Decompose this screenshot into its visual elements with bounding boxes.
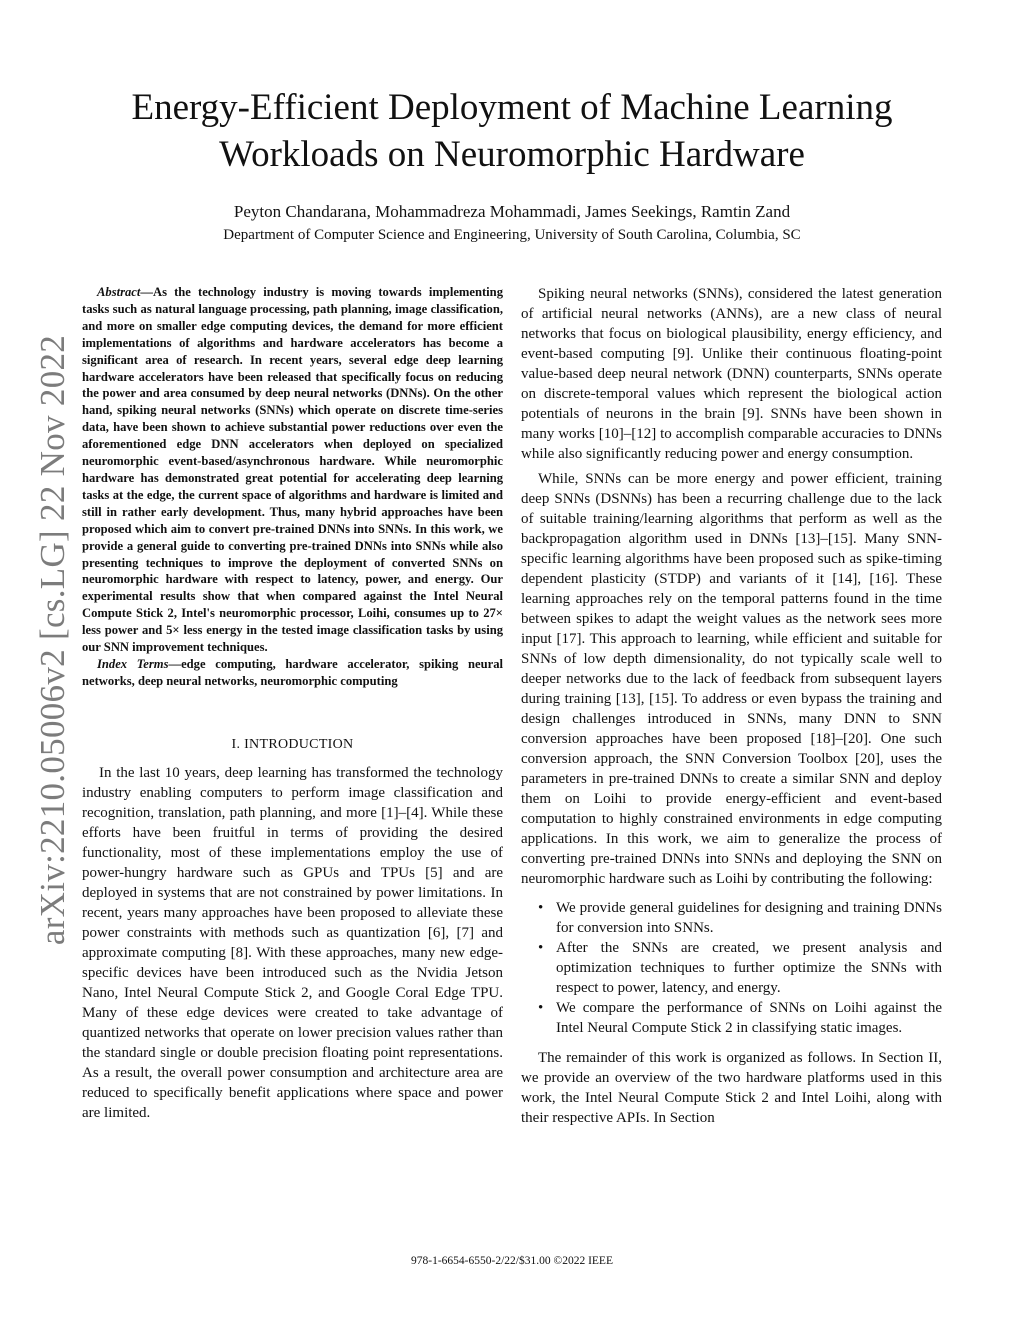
organization-paragraph: The remainder of this work is organized as follows. In Section II, we provide an overview of the two hardware platforms used in this work, the Intel Neural Compute Stick 2 and Intel Loihi, along with their respective APIs. In Section	[521, 1050, 942, 1126]
intro-paragraph: In the last 10 years, deep learning has transformed the technology industry enabling computers to perform image classification and recognition, translation, path planning, and more [1]–[4]. While these efforts have been fruitful in terms of providing the desired functionality, most of these implementations employ the use of power-hungry hardware such as GPUs and TPUs [5] and are deployed in systems that are not constrained by power limitations. In recent, years many approaches have been proposed to alleviate these power constraints with methods such as quantization [6], [7] and approximate computing [8]. With these approaches, many new edge-specific devices have been introduced such as the Nvidia Jetson Nano, Intel Neural Compute Stick 2, and Google Coral Edge TPU. Many of these edge devices were created to take advantage of quantized networks that operate on lower precision values rather than the standard single or double precision floating point representations. As a result, the overall power consumption and architecture area are reduced to specifically benefit applications where space and power are limited.	[82, 764, 503, 1121]
contribution-item: • We compare the performance of SNNs on Loihi against the Intel Neural Compute Stick 2 in classifying static images.	[521, 998, 942, 1038]
arxiv-identifier-stamp: arXiv:2210.05006v2 [cs.LG] 22 Nov 2022	[33, 334, 72, 946]
right-column	[521, 284, 942, 1128]
paper-title	[0, 84, 1024, 178]
abstract-label: Abstract	[97, 285, 141, 299]
left-column	[82, 284, 503, 1123]
contribution-item: • We provide general guidelines for designing and training DNNs for conversion into SNNs.	[521, 898, 942, 938]
abstract	[82, 284, 503, 656]
contribution-list	[521, 898, 942, 1038]
author-list: Peyton Chandarana, Mohammadreza Mohammadi, James Seekings, Ramtin Zand	[233, 202, 791, 221]
copyright-footer: 978-1-6654-6550-2/22/$31.00 ©2022 IEEE	[411, 1255, 613, 1267]
index-terms-text: —edge computing, hardware accelerator, spiking neural networks, deep neural networks, neuromorphic computing	[82, 656, 503, 688]
title-line-1: Energy-Efficient Deployment of Machine Learning	[131, 87, 893, 128]
abstract-text: —As the technology industry is moving towards implementing tasks such as natural language processing, path planning, image classification, and more on smaller edge computing devices, the demand for more efficient implementations of algorithms and hardware accelerators has become a significant area of research. In recent years, several edge deep learning hardware accelerators have been released that specifically focus on reducing the power and area consumed by deep neural networks (DNNs). On the other hand, spiking neural networks (SNNs) which operate on discrete time-series data, have been shown to achieve substantial power reductions over even the aforementioned edge DNN accelerators when deployed on specialized neuromorphic event-based/asynchronous hardware. While neuromorphic hardware has demonstrated great potential for accelerating deep learning tasks at the edge, the current space of algorithms and hardware is limited and still in rather early development. Thus, many hybrid approaches have been proposed which aim to convert pre-trained DNNs into SNNs. In this work, we provide a general guide to converting pre-trained DNNs into SNNs while also presenting techniques to improve the deployment of converted SNNs on neuromorphic hardware with respect to latency, power, and energy. Our experimental results show that when compared against the Intel Neural Compute Stick 2, Intel's neuromorphic processor, Loihi, consumes up to 27× less power and 5× less energy in the tested image classification tasks by using our SNN improvement techniques.	[82, 285, 503, 655]
index-terms-label: Index Terms	[97, 656, 169, 671]
author-affiliation: Department of Computer Science and Engineering, University of South Carolina, Columbia, SC	[223, 227, 801, 243]
section-heading-introduction: I. INTRODUCTION	[231, 736, 354, 752]
title-line-2: Workloads on Neuromorphic Hardware	[219, 134, 805, 175]
contribution-item: • After the SNNs are created, we present analysis and optimization techniques to further optimize the SNNs with respect to power, latency, and energy.	[521, 938, 942, 998]
snn-overview-paragraph: Spiking neural networks (SNNs), considered the latest generation of artificial neural networks (ANNs), are a new class of neural networks that focus on biological plausibility, energy efficiency, and event-based computing [9]. Unlike their continuous floating-point value-based deep neural network (DNN) counterparts, SNNs operate on discrete-temporal values which represent the biological action potentials of neurons in the brain [9]. SNNs have been shown in many works [10]–[12] to accomplish comparable accuracies to DNNs while also significantly reducing power and energy consumption.	[521, 286, 942, 462]
index-terms	[82, 656, 503, 690]
snn-training-paragraph: While, SNNs can be more energy and power efficient, training deep SNNs (DSNNs) has been a recurring challenge due to the lack of suitable training/learning algorithms that perform as well as the backpropagation algorithm used in DNNs [13]–[15]. Many SNN-specific learning algorithms have been proposed such as spike-timing dependent plasticity (STDP) and variants of it [14], [16]. These learning approaches rely on the temporal patterns found in the time between spikes to adapt the weight values as the network sees more input [17]. This approach to learning, while efficient and suitable for SNNs of low depth dimensionality, do not typically scale well to deeper networks due to the lack of feedback from subsequent layers during training [13], [15]. To address or even bypass the training and design challenges introduced in SNNs, many DNN to SNN conversion approaches have been proposed [18]–[20]. One such conversion approach, the SNN Conversion Toolbox [20], uses the parameters in pre-trained DNNs to create a similar SNN and deploy them on Loihi to provide energy-efficient and event-based computation to highly constrained environments in edge computing applications. In this work, we aim to generalize the process of converting pre-trained DNNs into SNNs and deploying the SNN on neuromorphic hardware such as Loihi by contributing the following:	[521, 471, 942, 887]
